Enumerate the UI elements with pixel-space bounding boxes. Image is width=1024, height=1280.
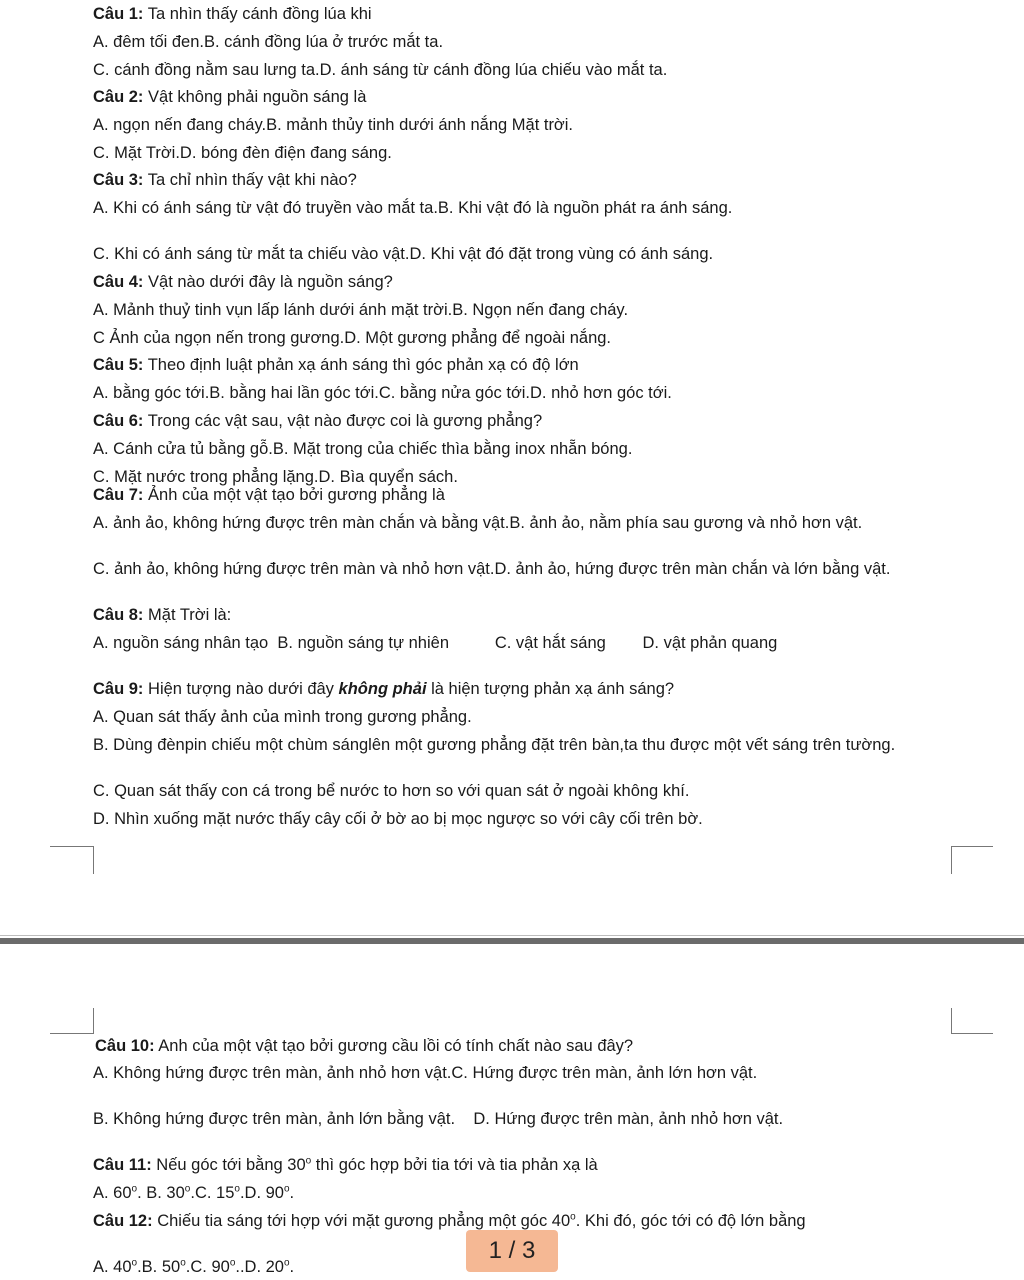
question-8-stem: Câu 8: Mặt Trời là: (93, 606, 232, 624)
crop-mark-bottom-left-v (93, 1008, 94, 1034)
question-3-option-line: C. Khi có ánh sáng từ mắt ta chiếu vào vật.D. Khi vật đó đặt trong vùng có ánh sáng. (93, 245, 714, 263)
question-9-option-line: C. Quan sát thấy con cá trong bể nước to hơn so với quan sát ở ngoài không khí. (93, 782, 690, 800)
crop-mark-top-left (50, 846, 94, 847)
question-8-option-line: A. nguồn sáng nhân tạo B. nguồn sáng tự nhiên C. vật hắt sáng D. vật phản quang (93, 634, 778, 652)
question-7-option-line: C. ảnh ảo, không hứng được trên màn và nhỏ hơn vật.D. ảnh ảo, hứng được trên màn chắn và lớn bằng vật. (93, 560, 891, 578)
question-12-stem: Câu 12: Chiếu tia sáng tới hợp với mặt gương phẳng một góc 40$^o$. Khi đó, góc tới có độ lớn bằng (93, 1211, 806, 1230)
question-2-option-line: C. Mặt Trời.D. bóng đèn điện đang sáng. (93, 144, 392, 162)
question-6-option-line: C. Mặt nước trong phẳng lặng.D. Bìa quyển sách. (93, 468, 458, 486)
question-6-option-line: A. Cánh cửa tủ bằng gỗ.B. Mặt trong của chiếc thìa bằng inox nhẵn bóng. (93, 440, 633, 458)
crop-mark-top-right-v (951, 846, 952, 874)
question-9-option-line: D. Nhìn xuống mặt nước thấy cây cối ở bờ ao bị mọc ngược so với cây cối trên bờ. (93, 810, 703, 828)
question-10-option-line: B. Không hứng được trên màn, ảnh lớn bằng vật. D. Hứng được trên màn, ảnh nhỏ hơn vật. (93, 1110, 784, 1128)
crop-mark-bottom-right-v (951, 1008, 952, 1034)
question-9-stem: Câu 9: Hiện tượng nào dưới đây không phải là hiện tượng phản xạ ánh sáng? (93, 680, 675, 698)
crop-mark-top-left-v (93, 846, 94, 874)
page-indicator: 1 / 3 (466, 1230, 558, 1272)
question-4-option-line: A. Mảnh thuỷ tinh vụn lấp lánh dưới ánh mặt trời.B. Ngọn nến đang cháy. (93, 301, 629, 319)
question-9-option-line: A. Quan sát thấy ảnh của mình trong gương phẳng. (93, 708, 472, 726)
question-5-stem: Câu 5: Theo định luật phản xạ ánh sáng thì góc phản xạ có độ lớn (93, 356, 579, 374)
page-divider-line (0, 935, 1024, 936)
question-7-option-line: A. ảnh ảo, không hứng được trên màn chắn và bằng vật.B. ảnh ảo, nằm phía sau gương và nhỏ hơn vật. (93, 514, 863, 532)
question-10-stem: Câu 10: Anh của một vật tạo bởi gương cầu lồi có tính chất nào sau đây? (95, 1037, 634, 1055)
question-1-stem: Câu 1: Ta nhìn thấy cánh đồng lúa khi (93, 5, 372, 23)
question-3-stem: Câu 3: Ta chỉ nhìn thấy vật khi nào? (93, 171, 357, 189)
question-11-option-line: A. 60$^o$. B. 30$^o$.C. 15$^o$.D. 90$^o$. (93, 1183, 295, 1202)
question-11-stem: Câu 11: Nếu góc tới bằng 30$^o$ thì góc hợp bởi tia tới và tia phản xạ là (93, 1155, 598, 1174)
question-12-option-line: A. 40$^o$.B. 50$^o$.C. 90$^o$..D. 20$^o$. (93, 1257, 295, 1276)
question-7-stem: Câu 7: Ảnh của một vật tạo bởi gương phẳng là (93, 486, 445, 504)
question-1-option-line: A. đêm tối đen.B. cánh đồng lúa ở trước mắt ta. (93, 33, 444, 51)
question-1-option-line: C. cánh đồng nằm sau lưng ta.D. ánh sáng từ cánh đồng lúa chiếu vào mắt ta. (93, 61, 668, 79)
page-divider (0, 938, 1024, 944)
crop-mark-bottom-left (50, 1033, 94, 1034)
crop-mark-top-right (951, 846, 993, 847)
question-2-option-line: A. ngọn nến đang cháy.B. mảnh thủy tinh dưới ánh nắng Mặt trời. (93, 116, 574, 134)
question-9-option-line: B. Dùng đènpin chiếu một chùm sánglên một gương phẳng đặt trên bàn,ta thu được một vết sáng trên tường. (93, 736, 896, 754)
question-4-option-line: C Ảnh của ngọn nến trong gương.D. Một gương phẳng để ngoài nắng. (93, 329, 612, 347)
question-10-option-line: A. Không hứng được trên màn, ảnh nhỏ hơn vật.C. Hứng được trên màn, ảnh lớn hơn vật. (93, 1064, 758, 1082)
question-5-option-line: A. bằng góc tới.B. bằng hai lần góc tới.C. bằng nửa góc tới.D. nhỏ hơn góc tới. (93, 384, 672, 402)
question-2-stem: Câu 2: Vật không phải nguồn sáng là (93, 88, 367, 106)
crop-mark-bottom-right (951, 1033, 993, 1034)
question-3-option-line: A. Khi có ánh sáng từ vật đó truyền vào mắt ta.B. Khi vật đó là nguồn phát ra ánh sáng. (93, 199, 733, 217)
question-4-stem: Câu 4: Vật nào dưới đây là nguồn sáng? (93, 273, 393, 291)
question-6-stem: Câu 6: Trong các vật sau, vật nào được coi là gương phẳng? (93, 412, 543, 430)
